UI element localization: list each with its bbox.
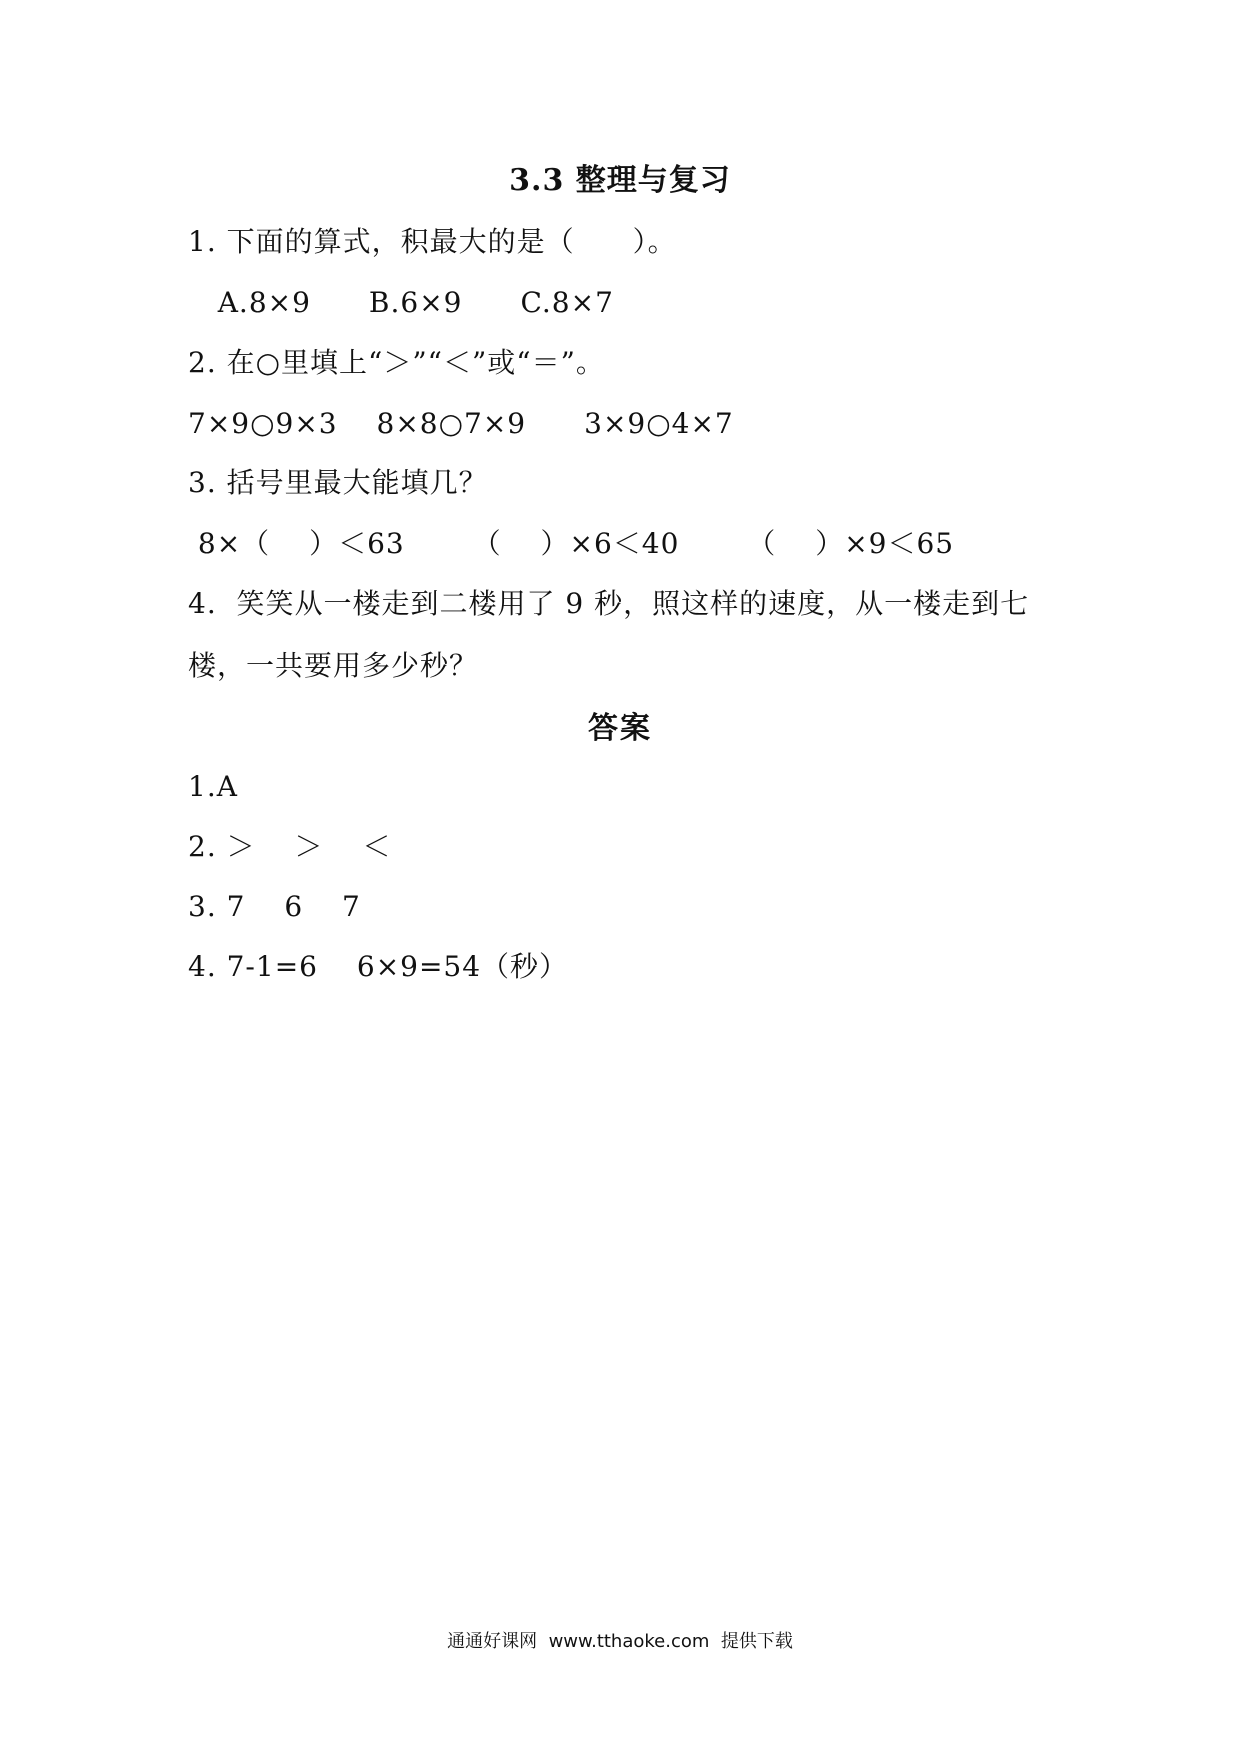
question-1-stem: 1. 下面的算式，积最大的是（ ）。 xyxy=(188,225,677,258)
answer-1: 1.A xyxy=(188,770,238,803)
answer-3: 3. 7 6 7 xyxy=(188,890,361,923)
question-1-options: A.8×9 B.6×9 C.8×7 xyxy=(188,286,614,319)
footer-source: 通通好课网 www.tthaoke.com 提供下载 xyxy=(447,1631,793,1652)
question-3-stem: 3. 括号里最大能填几？ xyxy=(188,466,488,499)
answers-heading: 答案 xyxy=(588,711,652,746)
question-2-items: 7×9○9×3 8×8○7×9 3×9○4×7 xyxy=(188,407,734,440)
page-title: 3.3 整理与复习 xyxy=(509,163,731,198)
question-2-stem: 2. 在○里填上“＞”“＜”或“＝”。 xyxy=(188,346,605,379)
question-4-line-1: 4. 笑笑从一楼走到二楼用了 9 秒，照这样的速度，从一楼走到七 xyxy=(188,587,1030,620)
answer-4: 4. 7-1=6 6×9=54（秒） xyxy=(188,950,569,983)
question-4-line-2: 楼，一共要用多少秒？ xyxy=(188,649,479,682)
answer-2: 2. ＞ ＞ ＜ xyxy=(188,830,392,863)
question-3-items: 8×（ ）＜63 （ ）×6＜40 （ ）×9＜65 xyxy=(188,527,955,560)
